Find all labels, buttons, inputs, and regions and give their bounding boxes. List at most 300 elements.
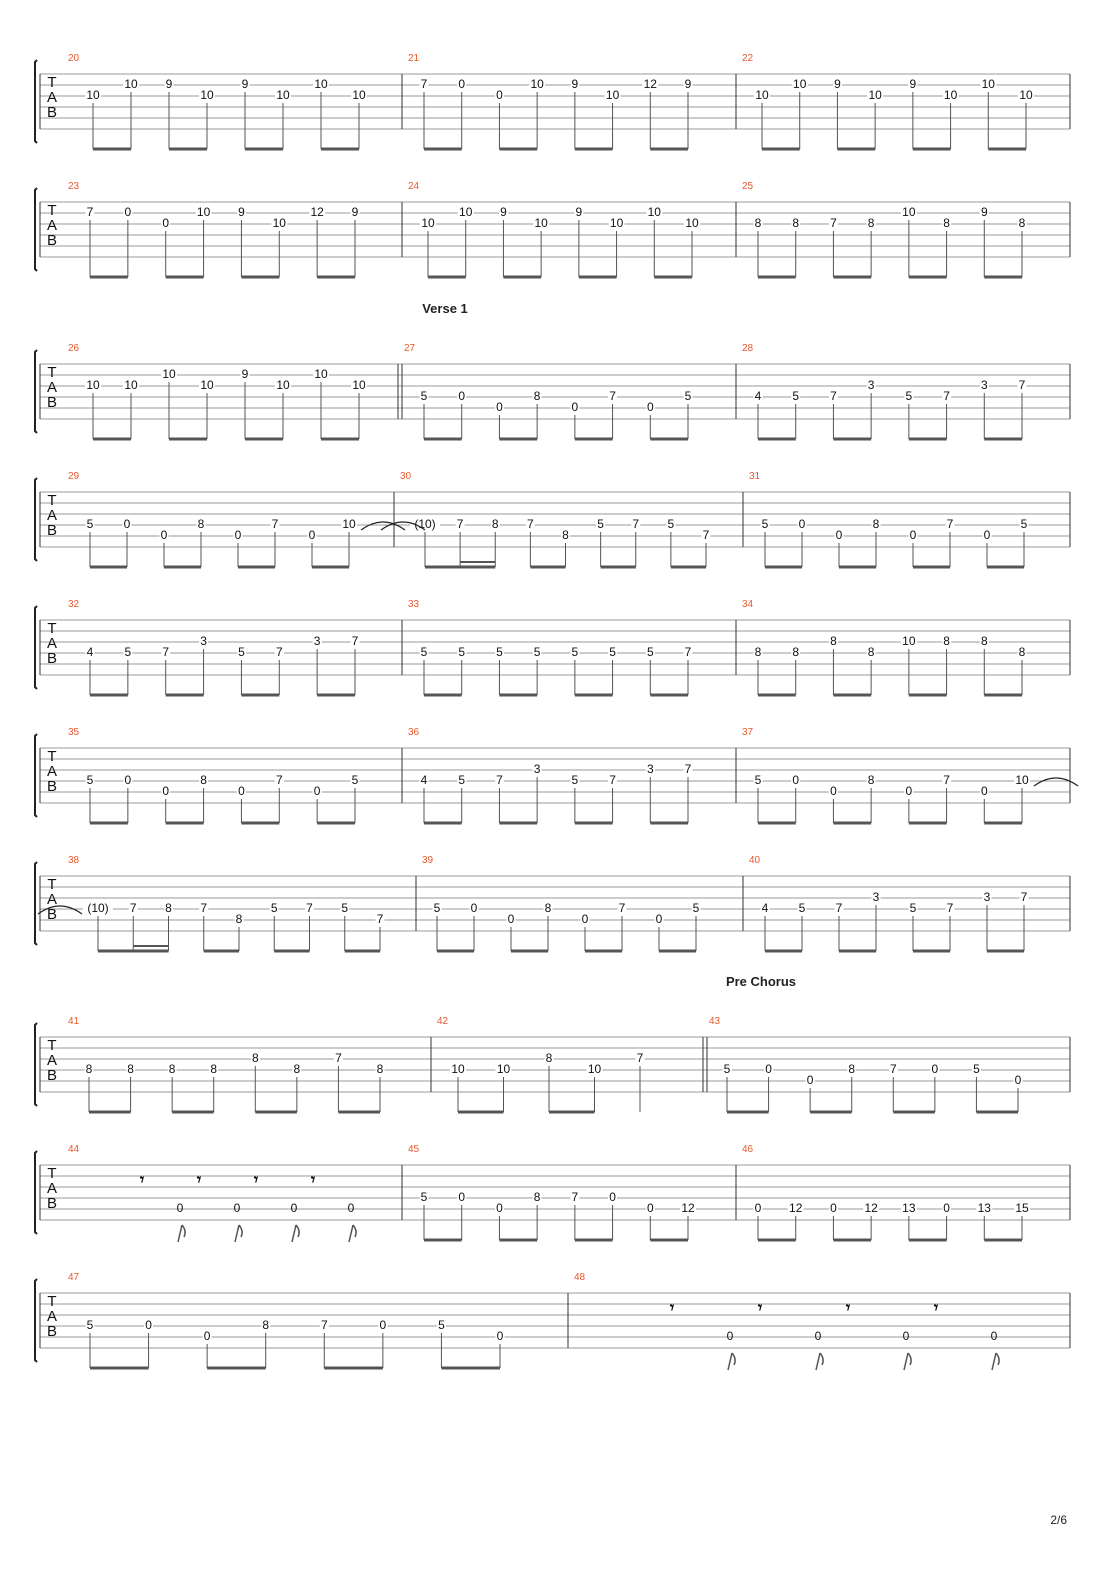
fret-number: 0 bbox=[290, 1201, 298, 1216]
fret-number: 0 bbox=[1014, 1073, 1022, 1088]
system-brace bbox=[35, 350, 37, 433]
section-title: Pre Chorus bbox=[725, 974, 797, 989]
note-stem bbox=[292, 1225, 296, 1242]
measure-number: 45 bbox=[408, 1144, 420, 1155]
measure-number: 23 bbox=[68, 181, 80, 192]
fret-number: 5 bbox=[341, 901, 349, 916]
fret-number: 7 bbox=[830, 216, 837, 231]
fret-number: 10 bbox=[496, 1062, 511, 1077]
tab-system bbox=[35, 1144, 1070, 1242]
fret-number: 10 bbox=[902, 205, 916, 220]
fret-number: 0 bbox=[814, 1329, 822, 1344]
fret-number: 5 bbox=[684, 389, 692, 404]
fret-number: 0 bbox=[233, 1201, 241, 1216]
fret-number: 8 bbox=[1018, 216, 1026, 231]
measure-number: 42 bbox=[437, 1016, 449, 1027]
fret-number: 7 bbox=[275, 773, 283, 788]
fret-number: 0 bbox=[909, 528, 917, 543]
fret-number: 5 bbox=[973, 1062, 980, 1077]
fret-number: 9 bbox=[980, 205, 988, 220]
fret-number: 8 bbox=[544, 901, 552, 916]
tab-system bbox=[35, 53, 1070, 149]
tab-clef-letter: T bbox=[47, 74, 57, 91]
fret-number: 5 bbox=[458, 645, 466, 660]
fret-number: 9 bbox=[351, 205, 359, 220]
measure-number: 29 bbox=[68, 471, 80, 482]
measure bbox=[742, 1144, 1030, 1240]
fret-number: 10 bbox=[276, 378, 290, 393]
fret-number: 7 bbox=[376, 912, 384, 927]
tab-system bbox=[35, 599, 1070, 695]
fret-number: 0 bbox=[646, 1201, 654, 1216]
fret-number: 10 bbox=[605, 88, 620, 103]
fret-number: 5 bbox=[646, 645, 654, 660]
measure-number: 38 bbox=[68, 855, 80, 866]
system-brace bbox=[35, 862, 37, 945]
measure bbox=[68, 599, 360, 695]
fret-number: 5 bbox=[420, 645, 428, 660]
measure-number: 46 bbox=[742, 1144, 754, 1155]
fret-number: 10 bbox=[793, 77, 807, 92]
measure bbox=[68, 471, 405, 567]
note-flag bbox=[732, 1353, 735, 1365]
measure-number: 39 bbox=[422, 855, 434, 866]
fret-number: 0 bbox=[160, 528, 168, 543]
tab-clef-letter: A bbox=[46, 635, 58, 652]
fret-number: 7 bbox=[946, 901, 954, 916]
fret-number: 8 bbox=[848, 1062, 856, 1077]
measure bbox=[709, 1016, 1023, 1112]
measure bbox=[68, 1272, 505, 1368]
system-brace bbox=[35, 188, 37, 271]
fret-number: 7 bbox=[200, 901, 208, 916]
tab-clef-letter: B bbox=[46, 394, 58, 411]
fret-number: 0 bbox=[830, 784, 837, 799]
fret-number: 13 bbox=[902, 1201, 916, 1216]
fret-number: 0 bbox=[609, 1190, 616, 1205]
measure bbox=[742, 599, 1027, 695]
fret-number: 8 bbox=[867, 645, 875, 660]
fret-number: 0 bbox=[124, 205, 132, 220]
tab-clef-letter: T bbox=[47, 620, 57, 637]
fret-number: 5 bbox=[798, 901, 806, 916]
eighth-rest: 𝄾 bbox=[669, 1298, 675, 1317]
fret-number: 0 bbox=[792, 773, 800, 788]
fret-number: 8 bbox=[210, 1062, 218, 1077]
tab-clef-letter: T bbox=[47, 1293, 57, 1310]
fret-number: 0 bbox=[458, 389, 466, 404]
fret-number: 5 bbox=[571, 773, 579, 788]
fret-number: 8 bbox=[197, 517, 205, 532]
fret-number: 7 bbox=[162, 645, 170, 660]
fret-number: 8 bbox=[251, 1051, 259, 1066]
note-flag bbox=[182, 1225, 185, 1237]
measure-number: 44 bbox=[68, 1144, 80, 1155]
eighth-rest: 𝄾 bbox=[310, 1170, 316, 1189]
fret-number: 8 bbox=[533, 1190, 541, 1205]
eighth-rest: 𝄾 bbox=[253, 1170, 259, 1189]
system-brace bbox=[35, 60, 37, 143]
measure bbox=[68, 1144, 356, 1242]
system-brace bbox=[35, 478, 37, 561]
fret-number: 4 bbox=[754, 389, 762, 404]
fret-number: 7 bbox=[320, 1318, 328, 1333]
fret-number: 10 bbox=[200, 378, 214, 393]
fret-number: 5 bbox=[458, 773, 466, 788]
fret-number: 7 bbox=[420, 77, 428, 92]
eighth-rest: 𝄾 bbox=[757, 1298, 763, 1317]
tab-clef-letter: T bbox=[47, 364, 57, 381]
fret-number: 7 bbox=[943, 773, 950, 788]
fret-number: 7 bbox=[527, 517, 534, 532]
tab-system bbox=[35, 1272, 1070, 1370]
measure bbox=[742, 181, 1027, 277]
fret-number: 7 bbox=[1018, 378, 1026, 393]
measure bbox=[408, 599, 693, 695]
fret-number: 0 bbox=[124, 773, 132, 788]
fret-number: 7 bbox=[609, 389, 616, 404]
note-stem bbox=[178, 1225, 182, 1242]
fret-number: 10 bbox=[647, 205, 661, 220]
fret-number: 7 bbox=[275, 645, 283, 660]
note-flag bbox=[820, 1353, 823, 1365]
fret-number: 5 bbox=[86, 517, 94, 532]
fret-number: 0 bbox=[905, 784, 913, 799]
measure bbox=[574, 1272, 999, 1370]
note-stem bbox=[816, 1353, 820, 1370]
fret-number: 8 bbox=[867, 773, 875, 788]
fret-number: 0 bbox=[496, 1329, 504, 1344]
fret-number: 10 bbox=[124, 378, 138, 393]
fret-number: 0 bbox=[123, 517, 131, 532]
measure bbox=[742, 53, 1034, 149]
fret-number: 7 bbox=[271, 517, 279, 532]
measure-number: 26 bbox=[68, 343, 80, 354]
tab-clef-letter: A bbox=[46, 763, 58, 780]
fret-number: 8 bbox=[872, 517, 880, 532]
measure-number: 43 bbox=[709, 1016, 721, 1027]
note-flag bbox=[296, 1225, 299, 1237]
fret-number: 8 bbox=[293, 1062, 301, 1077]
fret-number: 5 bbox=[533, 645, 541, 660]
fret-number: 8 bbox=[830, 634, 837, 649]
fret-number: 0 bbox=[162, 784, 170, 799]
fret-number: 10 bbox=[943, 88, 958, 103]
fret-number: 10 bbox=[200, 88, 214, 103]
fret-number: 0 bbox=[655, 912, 663, 927]
fret-number: 3 bbox=[872, 890, 880, 905]
fret-number: 5 bbox=[496, 645, 503, 660]
fret-number: 0 bbox=[990, 1329, 998, 1344]
fret-number: 7 bbox=[571, 1190, 579, 1205]
measure bbox=[408, 53, 693, 149]
measure bbox=[68, 1016, 385, 1112]
tab-clef-letter: A bbox=[46, 379, 58, 396]
tab-clef-letter: T bbox=[47, 876, 57, 893]
measure bbox=[404, 343, 693, 439]
fret-number: 7 bbox=[632, 517, 640, 532]
measure-number: 34 bbox=[742, 599, 754, 610]
fret-number: 13 bbox=[977, 1201, 991, 1216]
measure-number: 32 bbox=[68, 599, 80, 610]
measure-number: 31 bbox=[749, 471, 761, 482]
tab-clef-letter: A bbox=[46, 89, 58, 106]
fret-number: 10 bbox=[314, 77, 328, 92]
note-stem bbox=[992, 1353, 996, 1370]
fret-number: 12 bbox=[864, 1201, 878, 1216]
fret-number: 7 bbox=[129, 901, 137, 916]
tab-clef-letter: B bbox=[46, 1323, 58, 1340]
tab-clef-letter: T bbox=[47, 748, 57, 765]
fret-number: 7 bbox=[830, 389, 837, 404]
fret-number: 0 bbox=[835, 528, 843, 543]
note-flag bbox=[996, 1353, 999, 1365]
fret-number: 7 bbox=[456, 517, 464, 532]
fret-number: 7 bbox=[702, 528, 710, 543]
fret-number: 10 bbox=[276, 88, 290, 103]
tab-clef-letter: B bbox=[46, 522, 58, 539]
measure-number: 30 bbox=[400, 471, 412, 482]
fret-number: 9 bbox=[834, 77, 841, 92]
measure-number: 22 bbox=[742, 53, 754, 64]
fret-number: (10) bbox=[414, 517, 436, 532]
fret-number: 0 bbox=[238, 784, 245, 799]
note-stem bbox=[235, 1225, 239, 1242]
fret-number: 10 bbox=[196, 205, 211, 220]
fret-number: 10 bbox=[755, 88, 769, 103]
system-brace bbox=[35, 606, 37, 689]
tab-clef-letter: A bbox=[46, 1308, 58, 1325]
measure-number: 36 bbox=[408, 727, 420, 738]
measure-number: 27 bbox=[404, 343, 416, 354]
fret-number: 10 bbox=[124, 77, 138, 92]
measure-number: 40 bbox=[749, 855, 761, 866]
measure-number: 20 bbox=[68, 53, 80, 64]
fret-number: 9 bbox=[575, 205, 583, 220]
tab-system bbox=[35, 181, 1070, 277]
measure-number: 25 bbox=[742, 181, 754, 192]
tab-clef-letter: B bbox=[46, 906, 58, 923]
fret-number: 0 bbox=[496, 88, 503, 103]
tab-clef-letter: B bbox=[46, 1195, 58, 1212]
fret-number: 8 bbox=[792, 645, 800, 660]
fret-number: 9 bbox=[500, 205, 507, 220]
fret-number: 4 bbox=[86, 645, 94, 660]
fret-number: 3 bbox=[533, 762, 541, 777]
fret-number: 7 bbox=[496, 773, 503, 788]
fret-number: 7 bbox=[335, 1051, 342, 1066]
fret-number: 0 bbox=[203, 1329, 211, 1344]
fret-number: 10 bbox=[352, 88, 366, 103]
note-flag bbox=[353, 1225, 356, 1237]
tab-clef-letter: T bbox=[47, 202, 57, 219]
fret-number: 8 bbox=[943, 634, 950, 649]
fret-number: 8 bbox=[235, 912, 243, 927]
fret-number: 5 bbox=[433, 901, 441, 916]
measure bbox=[68, 181, 360, 277]
fret-number: 10 bbox=[609, 216, 624, 231]
fret-number: 9 bbox=[241, 367, 249, 382]
fret-number: 12 bbox=[643, 77, 657, 92]
tab-clef-letter: T bbox=[47, 1037, 57, 1054]
fret-number: 7 bbox=[835, 901, 843, 916]
fret-number: 7 bbox=[618, 901, 626, 916]
note-stem bbox=[349, 1225, 353, 1242]
fret-number: 10 bbox=[86, 88, 100, 103]
fret-number: 9 bbox=[165, 77, 173, 92]
note-stem bbox=[728, 1353, 732, 1370]
fret-number: 7 bbox=[306, 901, 313, 916]
fret-number: 5 bbox=[86, 773, 94, 788]
eighth-rest: 𝄾 bbox=[196, 1170, 202, 1189]
measure-number: 41 bbox=[68, 1016, 80, 1027]
fret-number: 5 bbox=[609, 645, 616, 660]
system-brace bbox=[35, 734, 37, 817]
measure-number: 33 bbox=[408, 599, 420, 610]
fret-number: 15 bbox=[1015, 1201, 1029, 1216]
fret-number: 5 bbox=[597, 517, 604, 532]
fret-number: 8 bbox=[1018, 645, 1026, 660]
system-brace bbox=[35, 1023, 37, 1106]
fret-number: 0 bbox=[507, 912, 515, 927]
fret-number: 0 bbox=[902, 1329, 910, 1344]
measure-number: 35 bbox=[68, 727, 80, 738]
measure bbox=[749, 855, 1029, 951]
fret-number: 5 bbox=[692, 901, 700, 916]
fret-number: 0 bbox=[646, 400, 654, 415]
fret-number: 10 bbox=[451, 1062, 465, 1077]
measure bbox=[422, 855, 701, 951]
fret-number: 5 bbox=[1020, 517, 1028, 532]
fret-number: 8 bbox=[867, 216, 875, 231]
measure bbox=[68, 727, 360, 823]
fret-number: 10 bbox=[1019, 88, 1033, 103]
measure bbox=[68, 53, 367, 149]
fret-number: 5 bbox=[905, 389, 913, 404]
tab-system bbox=[35, 727, 1078, 823]
fret-number: 0 bbox=[162, 216, 170, 231]
measure-number: 37 bbox=[742, 727, 754, 738]
fret-number: 10 bbox=[352, 378, 366, 393]
fret-number: 12 bbox=[310, 205, 324, 220]
fret-number: 0 bbox=[798, 517, 806, 532]
fret-number: 9 bbox=[238, 205, 245, 220]
fret-number: 7 bbox=[889, 1062, 897, 1077]
fret-number: 7 bbox=[684, 645, 692, 660]
tab-clef-letter: A bbox=[46, 1180, 58, 1197]
fret-number: 3 bbox=[980, 378, 988, 393]
measure bbox=[408, 727, 693, 823]
measure bbox=[38, 855, 385, 951]
tab-system bbox=[35, 471, 1070, 567]
fret-number: 4 bbox=[761, 901, 769, 916]
measure-number: 48 bbox=[574, 1272, 586, 1283]
fret-number: 0 bbox=[806, 1073, 814, 1088]
fret-number: 8 bbox=[545, 1051, 553, 1066]
tab-system bbox=[35, 301, 1070, 439]
fret-number: 7 bbox=[351, 634, 359, 649]
fret-number: 0 bbox=[234, 528, 242, 543]
fret-number: 9 bbox=[241, 77, 249, 92]
fret-number: 7 bbox=[609, 773, 616, 788]
fret-number: 8 bbox=[200, 773, 207, 788]
system-brace bbox=[35, 1151, 37, 1234]
fret-number: 0 bbox=[308, 528, 316, 543]
tie-arc bbox=[1034, 778, 1078, 786]
fret-number: 3 bbox=[313, 634, 321, 649]
fret-number: 5 bbox=[723, 1062, 731, 1077]
fret-number: (10) bbox=[87, 901, 109, 916]
fret-number: 10 bbox=[459, 205, 473, 220]
measure-number: 28 bbox=[742, 343, 754, 354]
fret-number: 5 bbox=[571, 645, 579, 660]
fret-number: 8 bbox=[491, 517, 499, 532]
fret-number: 8 bbox=[533, 389, 541, 404]
fret-number: 8 bbox=[980, 634, 988, 649]
note-flag bbox=[908, 1353, 911, 1365]
measure-number: 47 bbox=[68, 1272, 80, 1283]
fret-number: 0 bbox=[496, 1201, 503, 1216]
fret-number: 5 bbox=[754, 773, 762, 788]
fret-number: 0 bbox=[830, 1201, 837, 1216]
fret-number: 5 bbox=[351, 773, 359, 788]
fret-number: 8 bbox=[943, 216, 950, 231]
tab-clef-letter: T bbox=[47, 492, 57, 509]
tab-system bbox=[35, 855, 1070, 951]
system-brace bbox=[35, 1279, 37, 1362]
fret-number: 5 bbox=[667, 517, 675, 532]
fret-number: 0 bbox=[458, 1190, 466, 1205]
fret-number: 0 bbox=[458, 77, 466, 92]
fret-number: 5 bbox=[238, 645, 245, 660]
tab-clef-letter: A bbox=[46, 1052, 58, 1069]
fret-number: 0 bbox=[379, 1318, 387, 1333]
fret-number: 10 bbox=[421, 216, 435, 231]
tab-clef-letter: A bbox=[46, 891, 58, 908]
tab-clef-letter: B bbox=[46, 1067, 58, 1084]
fret-number: 3 bbox=[646, 762, 654, 777]
tab-clef-letter: B bbox=[46, 104, 58, 121]
fret-number: 3 bbox=[867, 378, 875, 393]
eighth-rest: 𝄾 bbox=[845, 1298, 851, 1317]
tab-clef-letter: B bbox=[46, 650, 58, 667]
section-title: Verse 1 bbox=[422, 301, 468, 316]
fret-number: 4 bbox=[420, 773, 428, 788]
fret-number: 0 bbox=[754, 1201, 762, 1216]
note-flag bbox=[239, 1225, 242, 1237]
fret-number: 5 bbox=[792, 389, 800, 404]
fret-number: 10 bbox=[981, 77, 995, 92]
fret-number: 0 bbox=[347, 1201, 355, 1216]
fret-number: 10 bbox=[685, 216, 699, 231]
fret-number: 10 bbox=[902, 634, 916, 649]
fret-number: 10 bbox=[342, 517, 356, 532]
fret-number: 8 bbox=[168, 1062, 176, 1077]
fret-number: 0 bbox=[571, 400, 579, 415]
measure bbox=[408, 181, 700, 277]
fret-number: 5 bbox=[270, 901, 278, 916]
fret-number: 7 bbox=[943, 389, 950, 404]
tie-arc bbox=[38, 906, 82, 914]
fret-number: 5 bbox=[420, 1190, 428, 1205]
fret-number: 7 bbox=[684, 762, 692, 777]
fret-number: 0 bbox=[496, 400, 503, 415]
fret-number: 3 bbox=[983, 890, 991, 905]
fret-number: 10 bbox=[868, 88, 882, 103]
fret-number: 0 bbox=[313, 784, 321, 799]
measure-number: 24 bbox=[408, 181, 420, 192]
tab-system bbox=[35, 974, 1070, 1112]
